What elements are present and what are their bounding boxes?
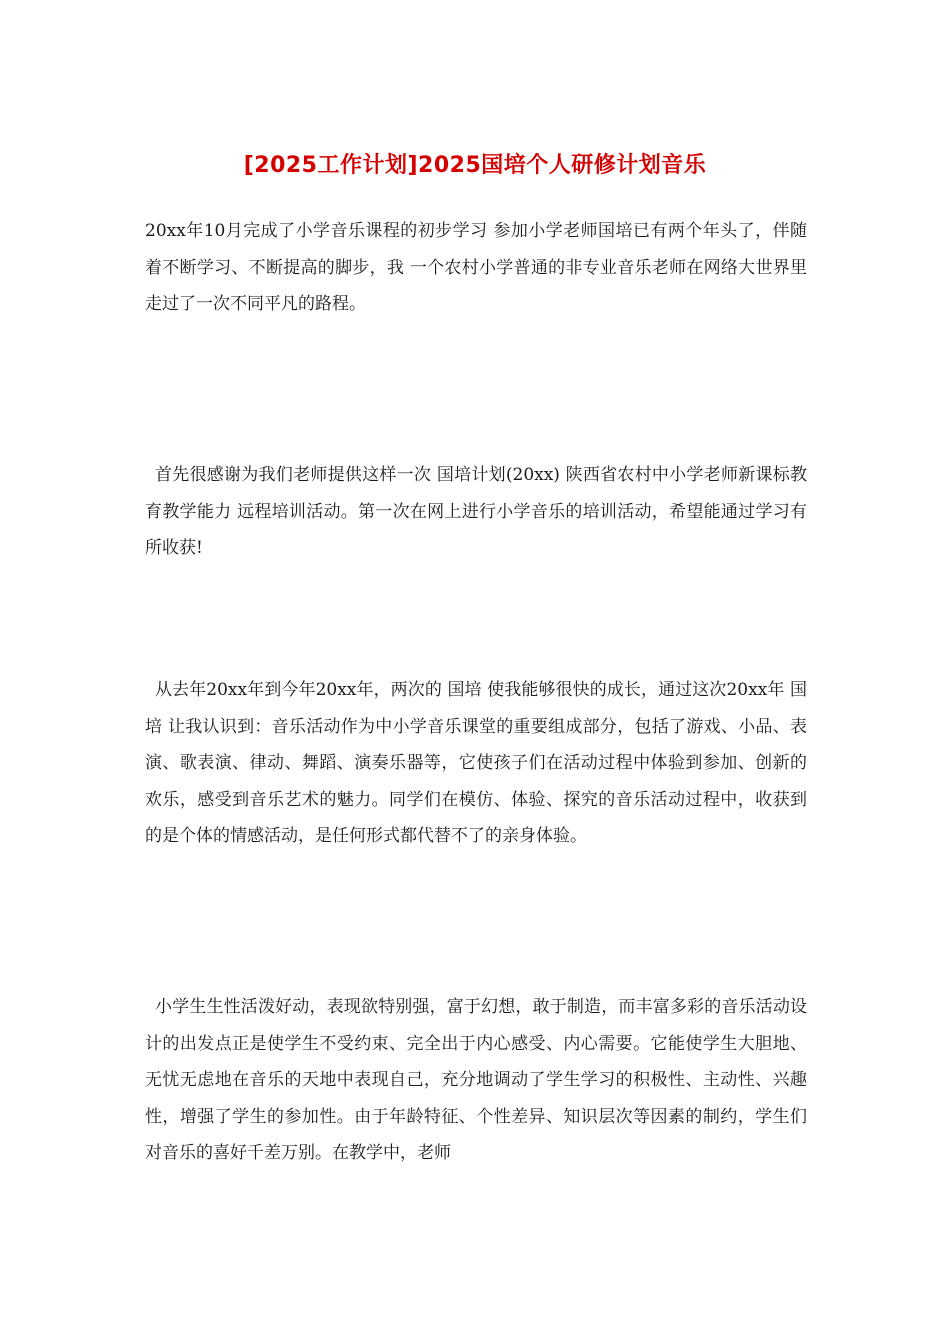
document-title: [2025工作计划]2025国培个人研修计划音乐 — [243, 153, 707, 178]
paragraph-1: 20xx年10月完成了小学音乐课程的初步学习 参加小学老师国培已有两个年头了，伴随着不断学习、不断提高的脚步，我 一个农村小学普通的非专业音乐老师在网络大世界里走过了一次不同平凡的路程。 — [145, 221, 807, 314]
paragraph-3: 从去年20xx年到今年20xx年，两次的 国培 使我能够很快的成长，通过这次20xx年 国培 让我认识到：音乐活动作为中小学音乐课堂的重要组成部分，包括了游戏、小品、表演、歌表演、律动、舞蹈、演奏乐器等，它使孩子们在活动过程中体验到参加、创新的欢乐，感受到音乐艺术的魅力。同学们在模仿、体验、探究的音乐活动过程中，收获到的是个体的情感活动，是任何形式都代替不了的亲身体验。 — [145, 680, 807, 846]
paragraph-4: 小学生生性活泼好动，表现欲特别强，富于幻想，敢于制造，而丰富多彩的音乐活动设计的出发点正是使学生不受约束、完全出于内心感受、内心需要。它能使学生大胆地、无忧无虑地在音乐的天地中表现自己，充分地调动了学生学习的积极性、主动性、兴趣性，增强了学生的参加性。由于年龄特征、个性差异、知识层次等因素的制约，学生们对音乐的喜好千差万别。在教学中，老师 — [145, 997, 807, 1163]
paragraph-2: 首先很感谢为我们老师提供这样一次 国培计划(20xx) 陕西省农村中小学老师新课标教育教学能力 远程培训活动。第一次在网上进行小学音乐的培训活动，希望能通过学习有所收获! — [145, 465, 807, 558]
